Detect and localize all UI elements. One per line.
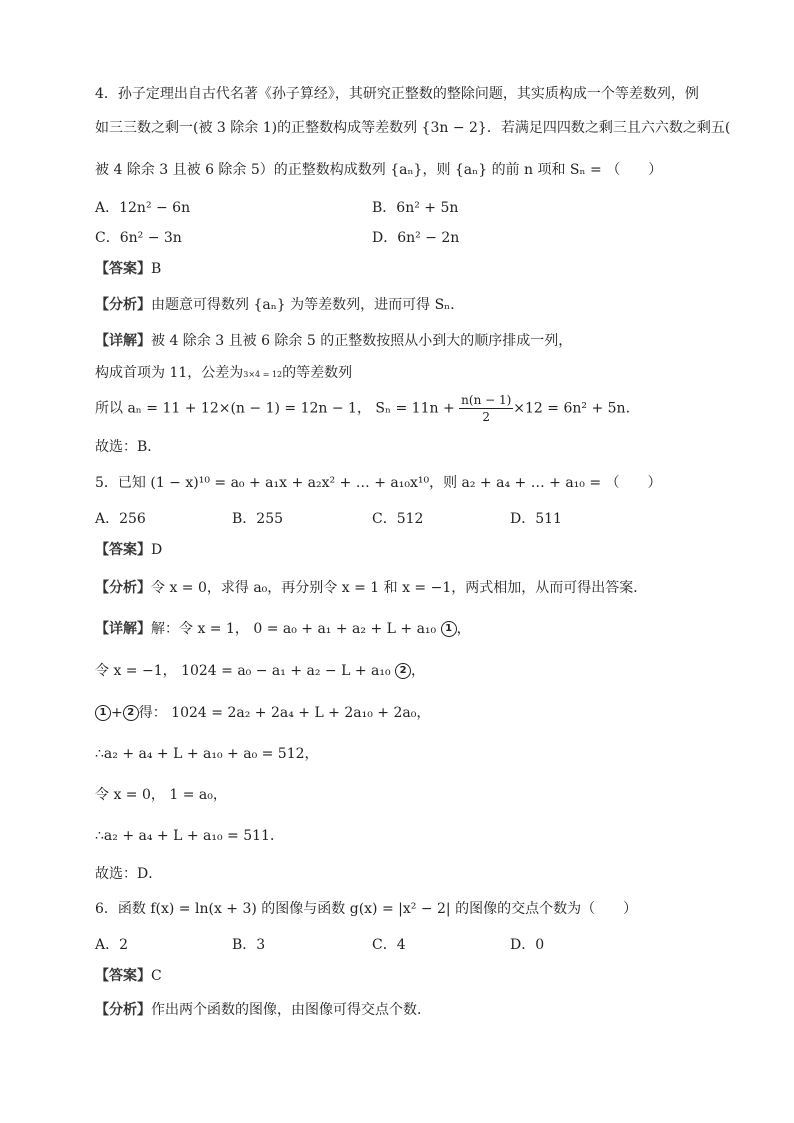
q6-stem: 6．函数 f(x) = ln(x + 3) 的图像与函数 g(x) = |x² − 2| 的图像的交点个数为（ ） [95,901,638,917]
sum-fraction [459,392,513,425]
circled-two-icon: 2 [395,663,411,679]
q5-option-a: A．256 [95,511,146,527]
q4-option-b: B．6n² + 5n [372,200,459,216]
q5-step1: 【详解】解：令 x = 1， 0 = a₀ + a₁ + a₂ + L + a₁₀ 1 ， [95,621,471,637]
q4-choose: 故选：B． [95,439,162,455]
plus-sign: + [111,705,123,721]
detail2-post: 的等差数列 [282,365,353,381]
analysis-text: 作出两个函数的图像，由图像可得交点个数． [151,1002,431,1018]
detail3-a: 所以 aₙ = 11 + 12×(n − 1) = 12n − 1， Sₙ = 11n + [95,400,455,417]
analysis-tag: 【分析】 [95,580,151,596]
analysis-text: 令 x = 0，求得 a₀，再分别令 x = 1 和 x = −1，两式相加，从而可得出答案． [151,580,648,596]
detail-tag: 【详解】 [95,333,151,349]
fraction-numerator: n(n − 1) [461,393,512,407]
q6-option-b: B．3 [232,937,266,953]
answer-tag: 【答案】 [95,261,151,277]
detail2-small: 3×4 = 12 [243,370,283,379]
q5-option-b: B．255 [232,511,284,527]
q5-step3 [95,703,430,723]
q4-option-c: C．6n² − 3n [95,230,182,246]
q5-answer [95,540,162,560]
detail3-b: ×12 = 6n² + 5n. [513,400,631,417]
q5-step6: ∴a₂ + a₄ + L + a₁₀ = 511． [95,828,284,844]
detail2-pre: 构成首项为 11，公差为 [95,365,244,381]
q4-option-a: A．12n² − 6n [95,200,191,216]
q5-option-c: C．512 [372,511,424,527]
answer-tag: 【答案】 [95,542,151,558]
q5-step4: ∴a₂ + a₄ + L + a₁₀ + a₀ = 512， [95,746,319,762]
fraction-denominator: 2 [482,410,491,424]
answer-tag: 【答案】 [95,968,151,984]
step1-text: 解：令 x = 1， 0 = a₀ + a₁ + a₂ + L + a₁₀ [151,621,437,637]
step3-text: 得： 1024 = 2a₂ + 2a₄ + L + 2a₁₀ + 2a₀， [138,705,431,721]
step2-text: 令 x = −1， 1024 = a₀ − a₁ + a₂ − L + a₁₀ [95,663,391,679]
q5-step2: 令 x = −1， 1024 = a₀ − a₁ + a₂ − L + a₁₀ 2 ， [95,663,426,679]
q4-analysis [95,295,464,315]
q5-step5: 令 x = 0， 1 = a₀， [95,787,227,803]
circled-one-icon: 1 [95,705,111,721]
answer-value: B [151,261,162,277]
q6-analysis [95,1000,431,1020]
answer-value: D [151,542,163,558]
analysis-tag: 【分析】 [95,297,151,313]
circled-one-icon: 1 [441,621,457,637]
q4-detail-line3 [95,392,630,425]
q5-stem: 5．已知 (1 − x)¹⁰ = a₀ + a₁x + a₂x² + … + a₁₀x¹⁰，则 a₂ + a₄ + … + a₁₀ = （ ） [95,475,662,491]
q6-answer [95,966,162,986]
detail-text: 被 4 除余 3 且被 6 除余 5 的正整数按照从小到大的顺序排成一列， [151,333,573,349]
q4-detail-line1 [95,331,572,351]
q6-option-d: D．0 [510,937,545,953]
q6-option-c: C．4 [372,937,406,953]
answer-value: C [151,968,162,984]
detail-tag: 【详解】 [95,621,151,637]
q5-option-d: D．511 [510,511,562,527]
q6-option-a: A．2 [95,937,129,953]
analysis-tag: 【分析】 [95,1002,151,1018]
q4-detail-line2 [95,363,352,385]
q4-stem-line1: 4．孙子定理出自古代名著《孙子算经》，其研究正整数的整除问题，其实质构成一个等差数列，例 [95,86,699,102]
q5-analysis [95,578,647,598]
analysis-text: 由题意可得数列 {aₙ} 为等差数列，进而可得 Sₙ． [151,297,465,313]
q4-answer [95,259,161,279]
q4-stem-line3: 被 4 除余 3 且被 6 除余 5）的正整数构成数列 {aₙ}，则 {aₙ} 的前 n 项和 Sₙ = （ ） [95,162,663,178]
circled-two-icon: 2 [123,705,139,721]
q5-choose: 故选：D． [95,866,163,882]
q4-option-d: D．6n² − 2n [372,230,460,246]
q4-stem-line2: 如三三数之剩一(被 3 除余 1)的正整数构成等差数列 {3n − 2}．若满足四四数之剩三且六六数之剩五( [95,120,731,136]
